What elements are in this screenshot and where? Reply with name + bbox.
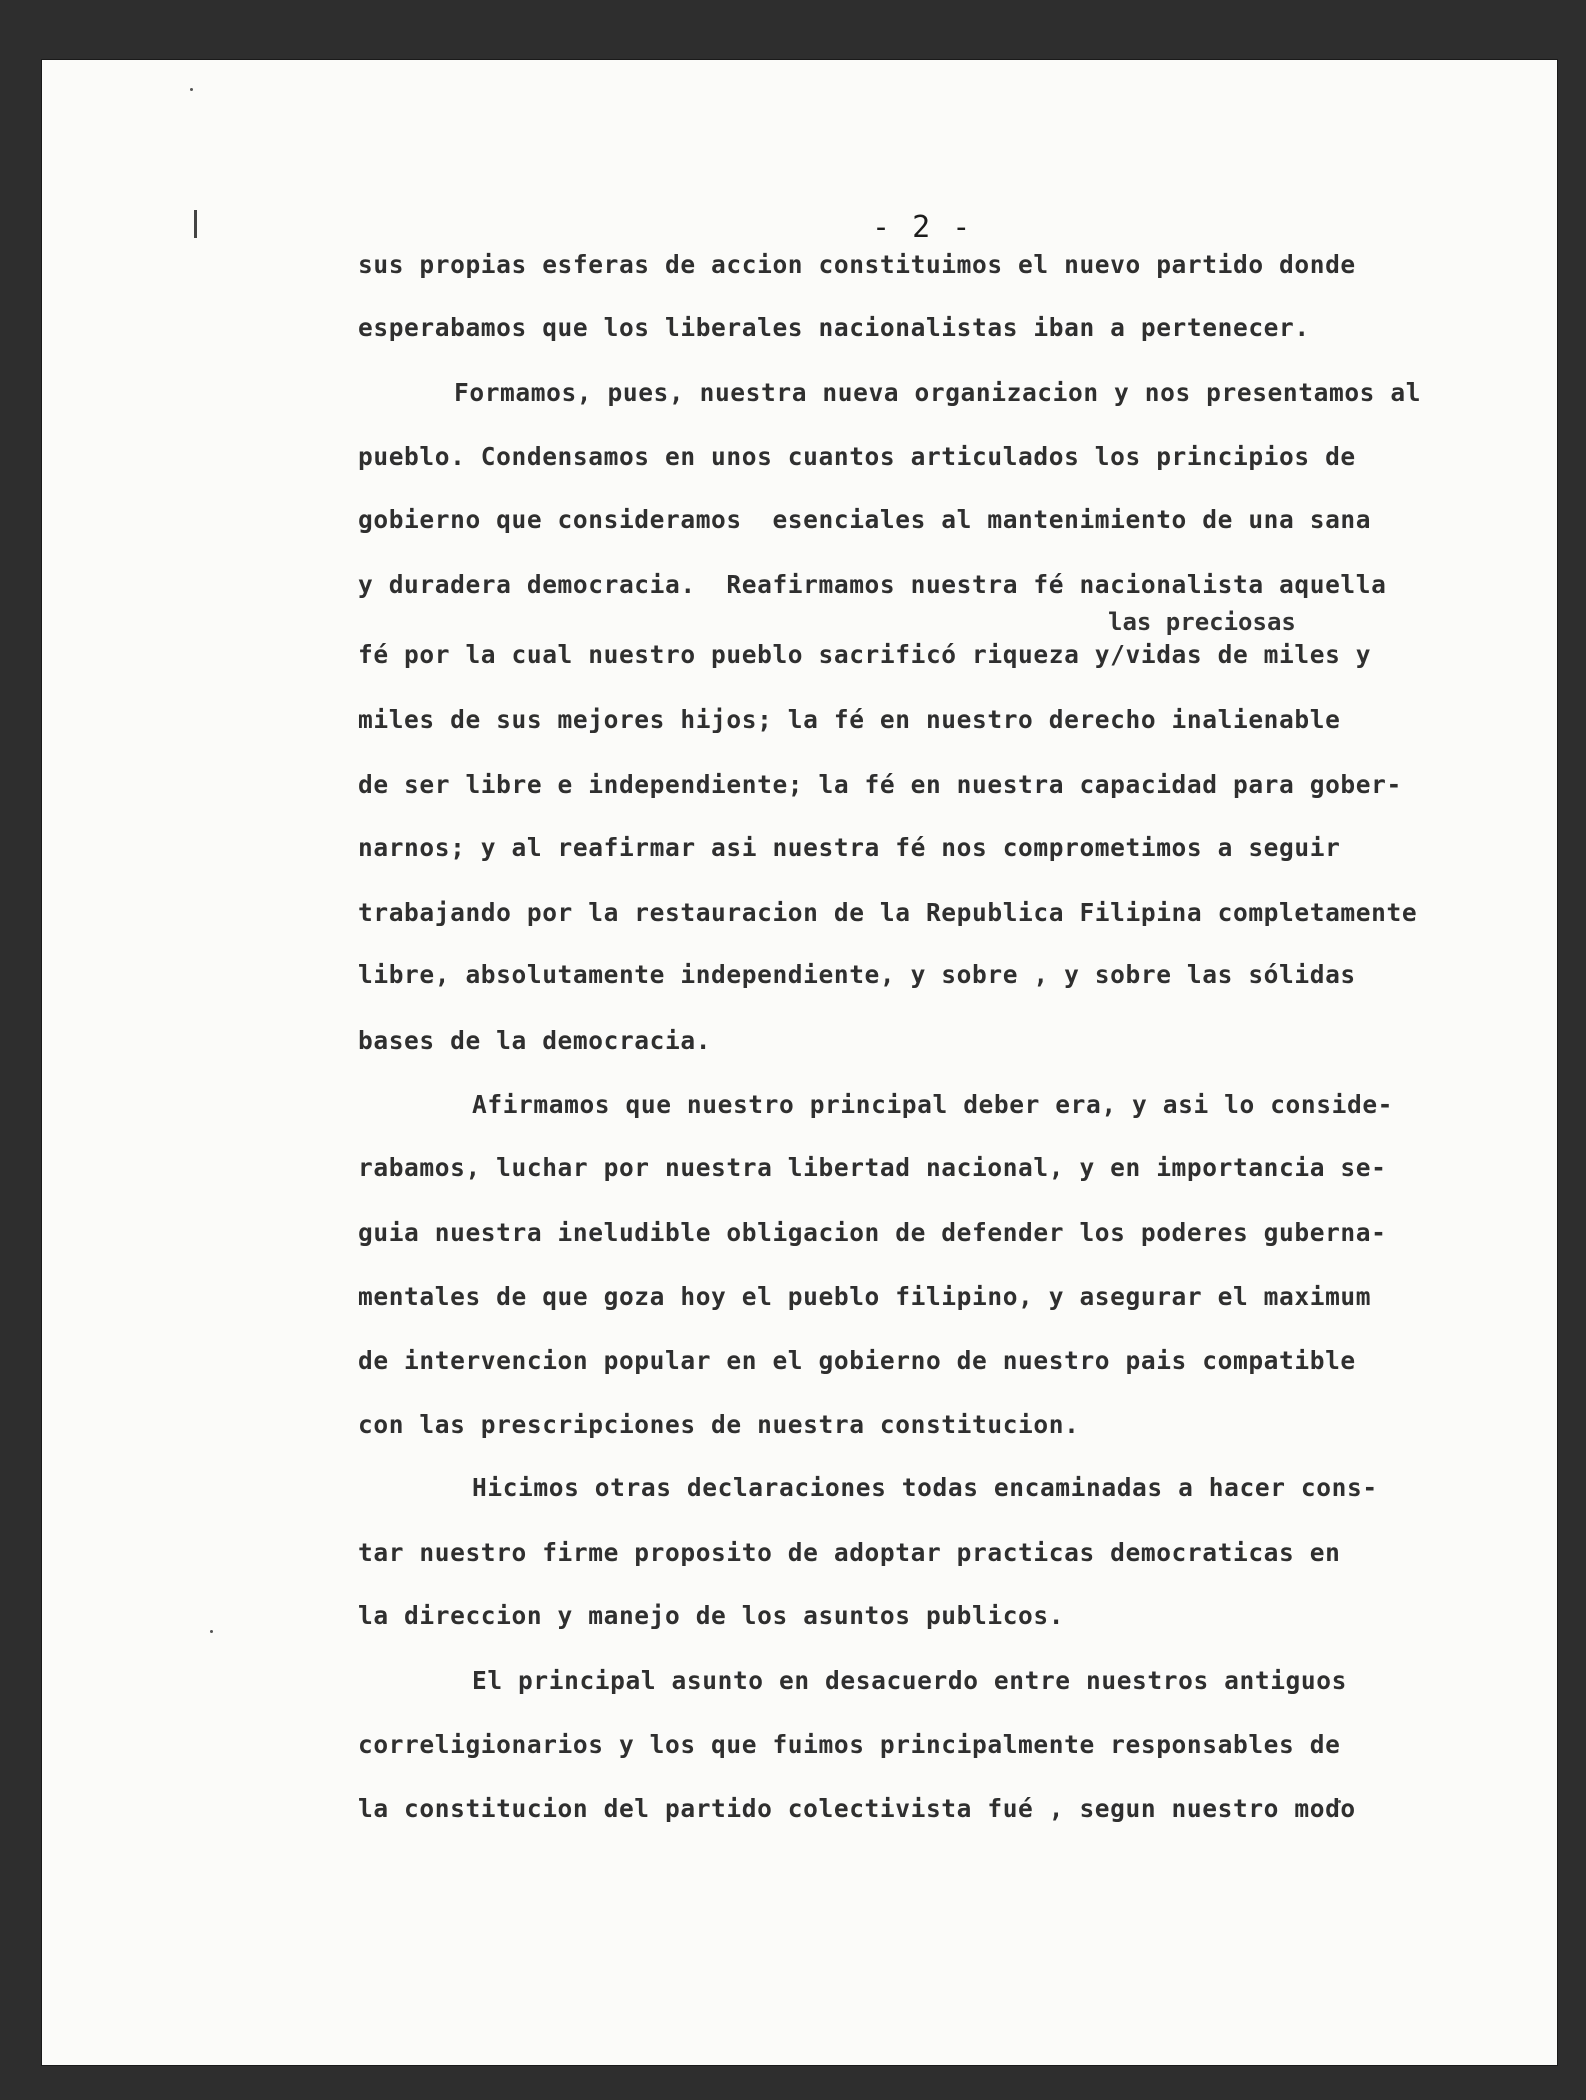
text-line: Hicimos otras declaraciones todas encaminadas a hacer cons- [472, 1473, 1378, 1502]
text-line: tar nuestro firme proposito de adoptar practicas democraticas en [358, 1538, 1341, 1567]
text-line: la direccion y manejo de los asuntos publicos. [358, 1601, 1065, 1630]
text-line: fé por la cual nuestro pueblo sacrificó riqueza y/vidas de miles y [358, 640, 1372, 669]
text-line: Afirmamos que nuestro principal deber era, y asi lo conside- [472, 1090, 1394, 1119]
text-line: miles de sus mejores hijos; la fé en nuestro derecho inalienable [358, 705, 1341, 734]
page-number: - 2 - [872, 210, 973, 245]
text-line: narnos; y al reafirmar asi nuestra fé nos comprometimos a seguir [358, 833, 1341, 862]
text-line: rabamos, luchar por nuestra libertad nacional, y en importancia se- [358, 1153, 1387, 1182]
text-line: Formamos, pues, nuestra nueva organizacion y nos presentamos al [454, 378, 1422, 407]
handwritten-insertion: las preciosas [1108, 608, 1296, 636]
typed-page [42, 60, 1557, 2065]
text-line: con las prescripciones de nuestra constitucion. [358, 1410, 1080, 1439]
text-line: trabajando por la restauracion de la Republica Filipina completamente [358, 898, 1418, 927]
text-line: esperabamos que los liberales nacionalistas iban a pertenecer. [358, 313, 1310, 342]
edge-mark [194, 210, 197, 238]
text-line: y duradera democracia. Reafirmamos nuestra fé nacionalista aquella [358, 570, 1387, 599]
text-line: de intervencion popular en el gobierno de nuestro pais compatible [358, 1346, 1356, 1375]
text-line: libre, absolutamente independiente, y sobre , y sobre las sólidas [358, 960, 1356, 989]
text-line: pueblo. Condensamos en unos cuantos articulados los principios de [358, 442, 1356, 471]
speck [190, 88, 193, 91]
text-line: de ser libre e independiente; la fé en nuestra capacidad para gober- [358, 770, 1402, 799]
speck [210, 1630, 213, 1633]
text-line: bases de la democracia. [358, 1026, 712, 1055]
text-line: mentales de que goza hoy el pueblo filipino, y asegurar el maximum [358, 1282, 1372, 1311]
text-line: sus propias esferas de accion constituimos el nuevo partido donde [358, 250, 1356, 279]
text-line: gobierno que consideramos esenciales al mantenimiento de una sana [358, 505, 1372, 534]
text-line: guia nuestra ineludible obligacion de defender los poderes guberna- [358, 1218, 1387, 1247]
text-line: correligionarios y los que fuimos principalmente responsables de [358, 1730, 1341, 1759]
text-line: El principal asunto en desacuerdo entre nuestros antiguos [472, 1666, 1347, 1695]
text-line: la constitucion del partido colectivista fué , segun nuestro modo [358, 1794, 1356, 1823]
